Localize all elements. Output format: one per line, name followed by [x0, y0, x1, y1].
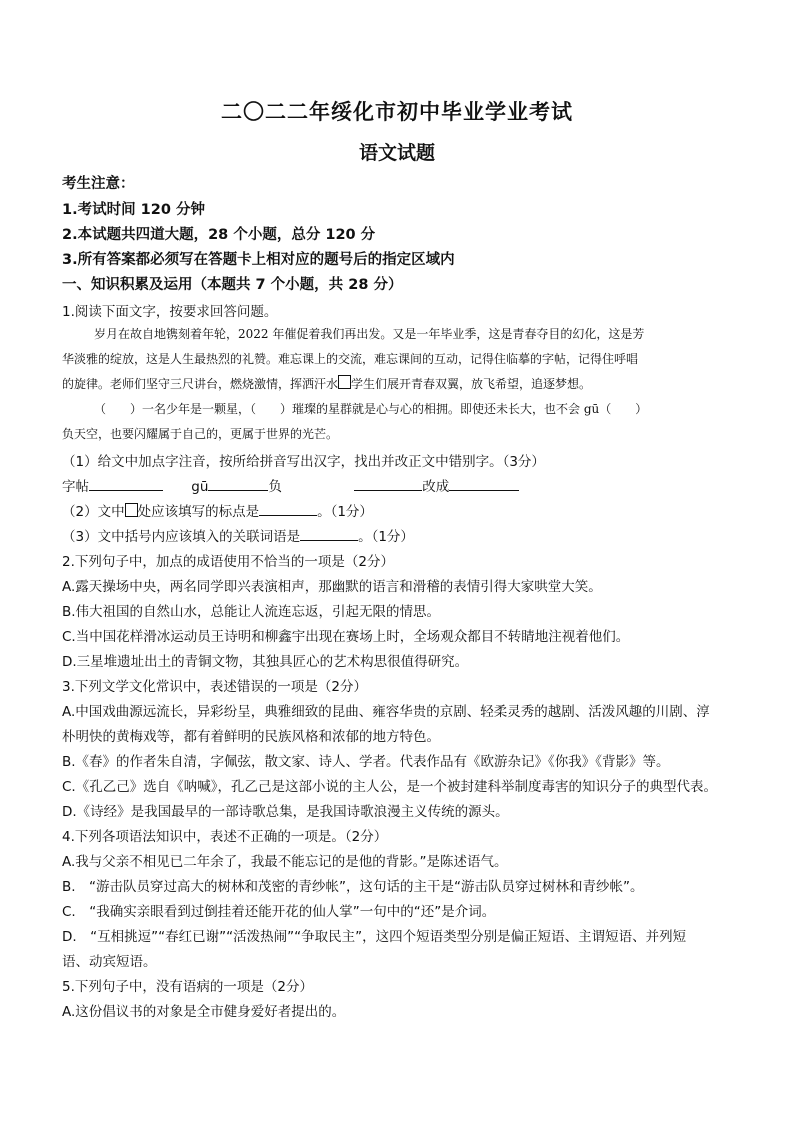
- option: B.《春》的作者朱自清，字佩弦，散文家、诗人、学者。代表作品有《欧游杂记》《你我》《背影》等。: [62, 754, 670, 770]
- question-stem: 3.下列文学文化常识中，表述错误的一项是（2分）: [62, 679, 367, 695]
- question-stem: 1.阅读下面文字，按要求回答问题。: [62, 304, 278, 320]
- fill-word: 字帖: [62, 479, 89, 495]
- question-stem: 4.下列各项语法知识中，表述不正确的一项是。（2分）: [62, 829, 388, 845]
- question-stem: 2.下列句子中，加点的成语使用不恰当的一项是（2分）: [62, 554, 394, 570]
- answer-blank[interactable]: [354, 478, 422, 491]
- question-stem: 5.下列句子中，没有语病的一项是（2分）: [62, 979, 313, 995]
- option: A.我与父亲不相见已二年余了，我最不能忘记的是他的背影。”是陈述语气。: [62, 854, 508, 870]
- page-title: 二〇二二年绥化市初中毕业学业考试: [221, 99, 573, 124]
- notice-item: 1.考试时间 120 分钟: [62, 202, 205, 218]
- option: 语、动宾短语。: [62, 954, 157, 970]
- passage-line: 负天空，也要闪耀属于自己的，更属于世界的光芒。: [62, 427, 339, 441]
- option: B.伟大祖国的自然山水，总能让人流连忘返，引起无限的情思。: [62, 604, 441, 620]
- punctuation-box: [125, 503, 138, 517]
- sub-question-text: 。（1分）: [317, 504, 373, 520]
- sub-question: （1）给文中加点字注音，按所给拼音写出汉字，找出并改正文中错别字。（3分）: [62, 454, 545, 470]
- answer-blank[interactable]: [259, 503, 317, 516]
- sub-question: [62, 525, 414, 545]
- option: C.当中国花样滑冰运动员王诗明和柳鑫宇出现在赛场上时，全场观众都目不转睛地注视着他们。: [62, 629, 630, 645]
- option: 朴明快的黄梅戏等，都有着鲜明的民族风格和浓郁的地方特色。: [62, 729, 440, 745]
- sub-question-text: （2）文中: [62, 504, 125, 520]
- fill-fix: 改成: [422, 479, 450, 495]
- page-subtitle: 语文试题: [358, 142, 435, 164]
- sub-question: [62, 500, 373, 520]
- passage-line: [62, 375, 591, 392]
- notice-item: 3.所有答案都必须写在答题卡上相对应的题号后的指定区域内: [62, 252, 455, 268]
- notice-heading: 考生注意：: [62, 176, 135, 192]
- passage-text: 的旋律。老师们坚守三尺讲台，燃烧激情，挥洒汗水: [62, 377, 339, 391]
- option: A.露天操场中央，两名同学即兴表演相声，那幽默的语言和滑稽的表情引得大家哄堂大笑。: [62, 579, 602, 595]
- passage-text: 学生们展开青春双翼，放飞希望，追逐梦想。: [351, 377, 592, 391]
- sub-question-text: 。（1分）: [358, 529, 414, 545]
- sub-question-text: （3）文中括号内应该填入的关联词语是: [62, 529, 301, 545]
- fill-pinyin: gū: [191, 479, 209, 495]
- passage-line: 华淡雅的绽放，这是人生最热烈的礼赞。难忘课上的交流，难忘课间的互动，记得住临摹的字帖，记得住呼唱: [62, 352, 639, 366]
- fill-char: 负: [268, 479, 282, 495]
- passage-line: 岁月在故自地镌刻着年轮，2022 年催促着我们再出发。又是一年毕业季，这是青春夺目的幻化，这是芳: [94, 327, 645, 341]
- answer-blank[interactable]: [208, 478, 268, 491]
- section-heading: 一、知识积累及运用（本题共 7 个小题，共 28 分）: [62, 277, 403, 293]
- option: D.三星堆遗址出土的青铜文物，其独具匠心的艺术构思很值得研究。: [62, 654, 469, 670]
- answer-blank[interactable]: [300, 528, 358, 541]
- option: A.这份倡议书的对象是全市健身爱好者提出的。: [62, 1004, 346, 1020]
- option: D.《诗经》是我国最早的一部诗歌总集，是我国诗歌浪漫主义传统的源头。: [62, 804, 509, 820]
- passage-line: （ ）一名少年是一颗星，（ ）璀璨的星群就是心与心的相拥。即使还未长大，也不会 gū（ ）: [94, 402, 648, 416]
- fill-row: [62, 475, 519, 495]
- answer-blank[interactable]: [89, 478, 163, 491]
- option: A.中国戏曲源远流长，异彩纷呈，典雅细致的昆曲、雍容华贵的京剧、轻柔灵秀的越剧、活泼风趣的川剧、淳: [62, 704, 710, 720]
- option: B. “游击队员穿过高大的树林和茂密的青纱帐”，这句话的主干是“游击队员穿过树林和青纱帐”。: [62, 879, 644, 895]
- option: C.《孔乙己》选自《呐喊》，孔乙己是这部小说的主人公，是一个被封建科举制度毒害的知识分子的典型代表。: [62, 779, 717, 795]
- punctuation-box: [338, 375, 351, 389]
- notice-item: 2.本试题共四道大题，28 个小题，总分 120 分: [62, 227, 376, 243]
- option: D. “互相挑逗”“春红已谢”“活泼热闹”“争取民主”，这四个短语类型分别是偏正短语、主谓短语、并列短: [62, 929, 687, 945]
- option: C. “我确实亲眼看到过倒挂着还能开花的仙人掌”一句中的“还”是介词。: [62, 904, 496, 920]
- sub-question-text: 处应该填写的标点是: [137, 504, 260, 520]
- answer-blank[interactable]: [449, 478, 519, 491]
